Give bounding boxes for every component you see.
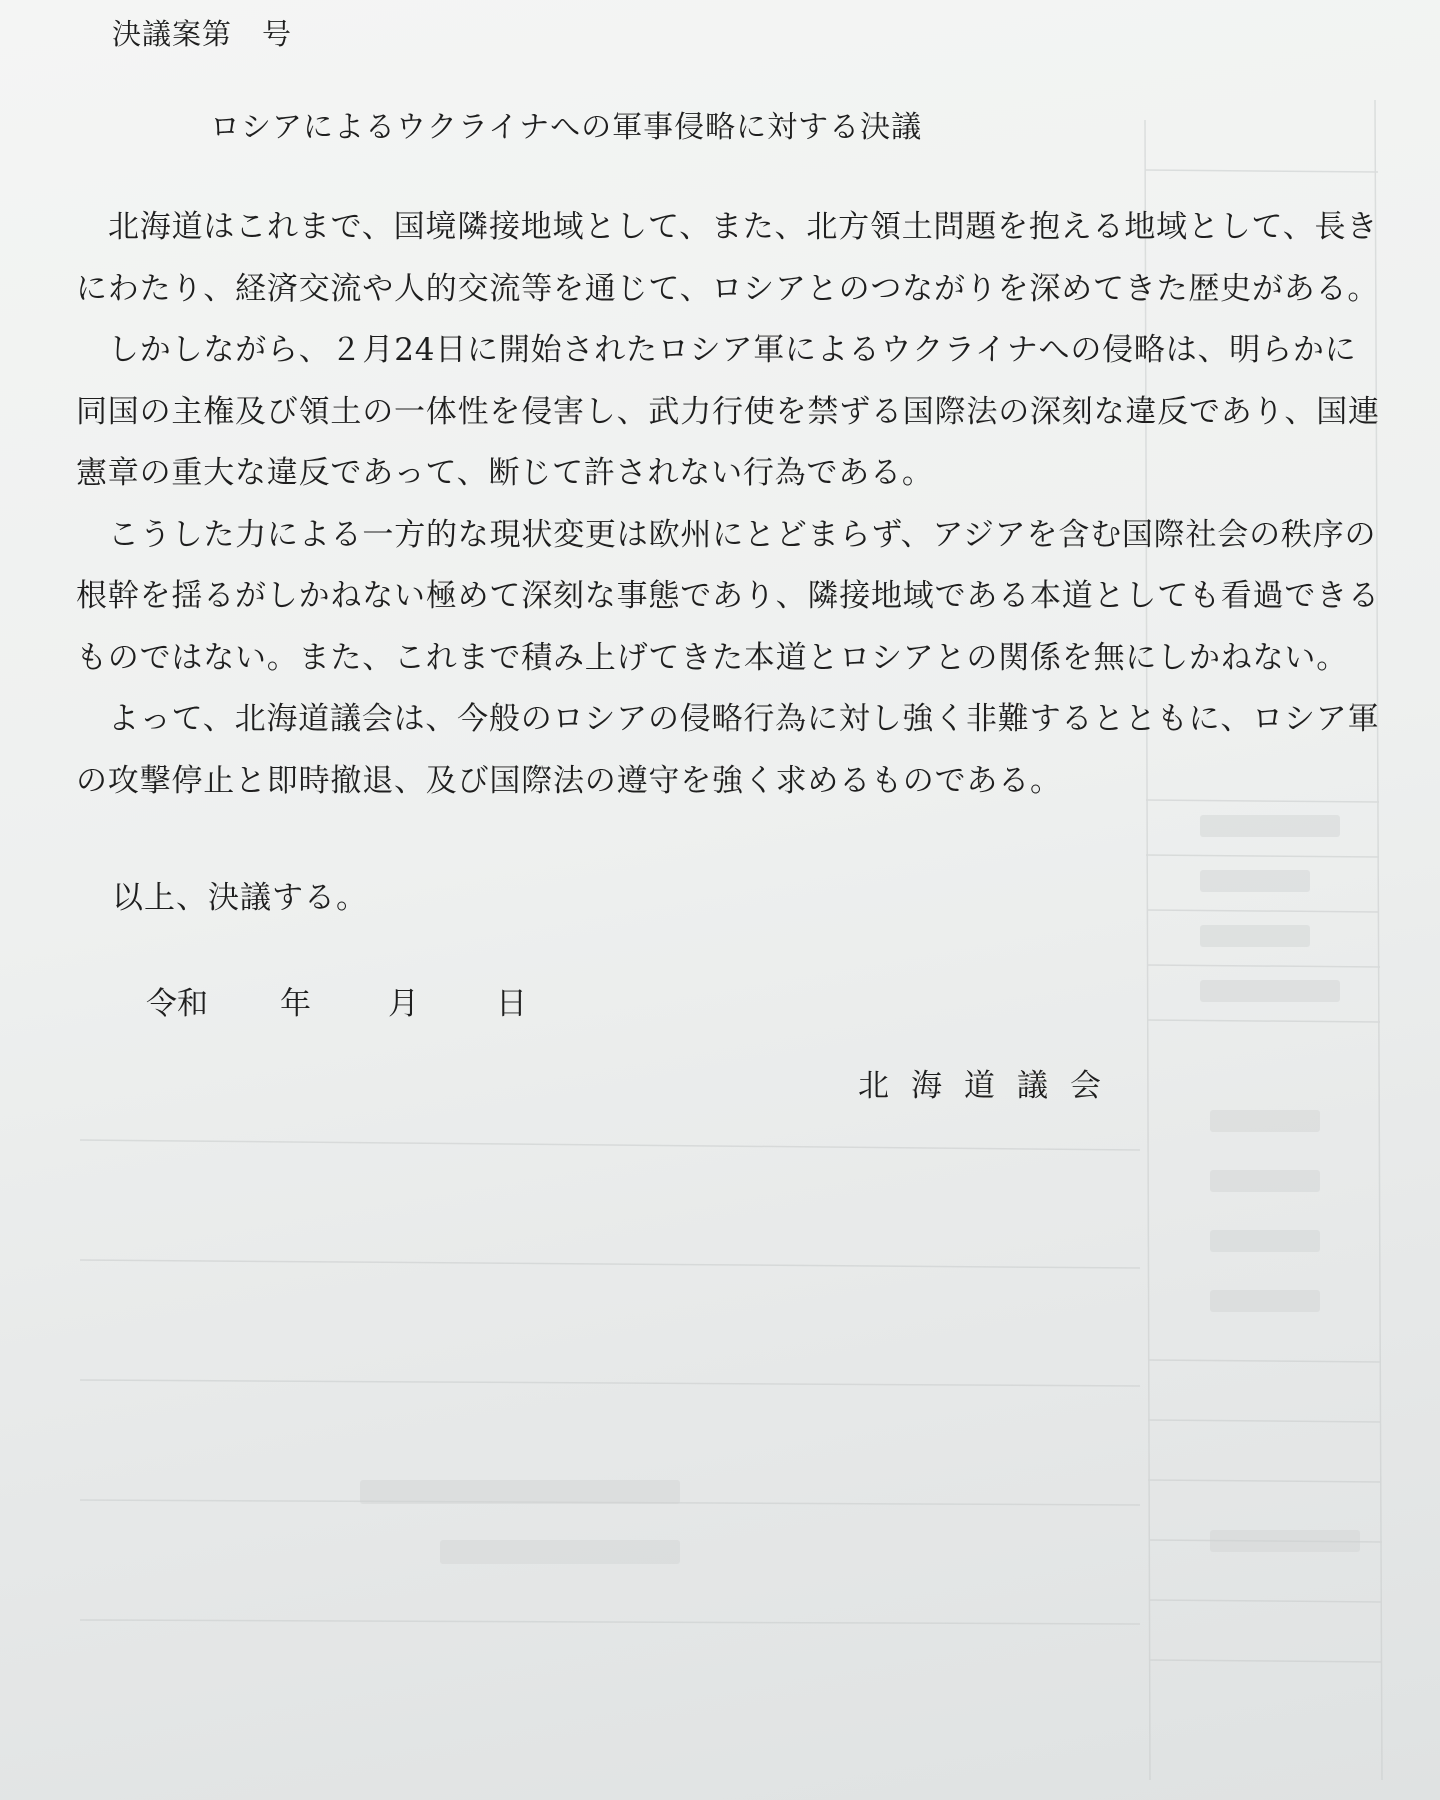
date-line: 令和 年 月 日 <box>146 978 527 1023</box>
assembly-signature: 北海道議会 <box>858 1068 1123 1104</box>
paragraph-background: 北海道はこれまで、国境隣接地域として、また、北方領土問題を抱える地域として、長きにわたり、経済交流や人的交流等を通じて、ロシアとのつながりを深めてきた歴史がある。 <box>76 209 1380 307</box>
resolution-title: ロシアによるウクライナへの軍事侵略に対する決議 <box>210 110 923 145</box>
date-day-label: 日 <box>496 986 527 1022</box>
resolution-body <box>76 197 1386 812</box>
paragraph-demand: よって、北海道議会は、今般のロシアの侵略行為に対し強く非難するとともに、ロシア軍の攻撃停止と即時撤退、及び国際法の遵守を強く求めるものである。 <box>76 701 1380 799</box>
closing-statement: 以上、決議する。 <box>112 880 368 916</box>
date-era: 令和 <box>146 986 208 1022</box>
date-year-label: 年 <box>280 986 311 1022</box>
paragraph-impact: こうした力による一方的な現状変更は欧州にとどまらず、アジアを含む国際社会の秩序の根幹を揺るがしかねない極めて深刻な事態であり、隣接地域である本道としても看過できるものではない。また、これまで積み上げてきた本道とロシアとの関係を無にしかねない。 <box>76 516 1380 676</box>
paragraph-violation: しかしながら、２月24日に開始されたロシア軍によるウクライナへの侵略は、明らかに同国の主権及び領土の一体性を侵害し、武力行使を禁ずる国際法の深刻な違反であり、国連憲章の重大な違反であって、断じて許されない行為である。 <box>76 332 1380 491</box>
resolution-number: 決議案第 号 <box>112 17 293 51</box>
